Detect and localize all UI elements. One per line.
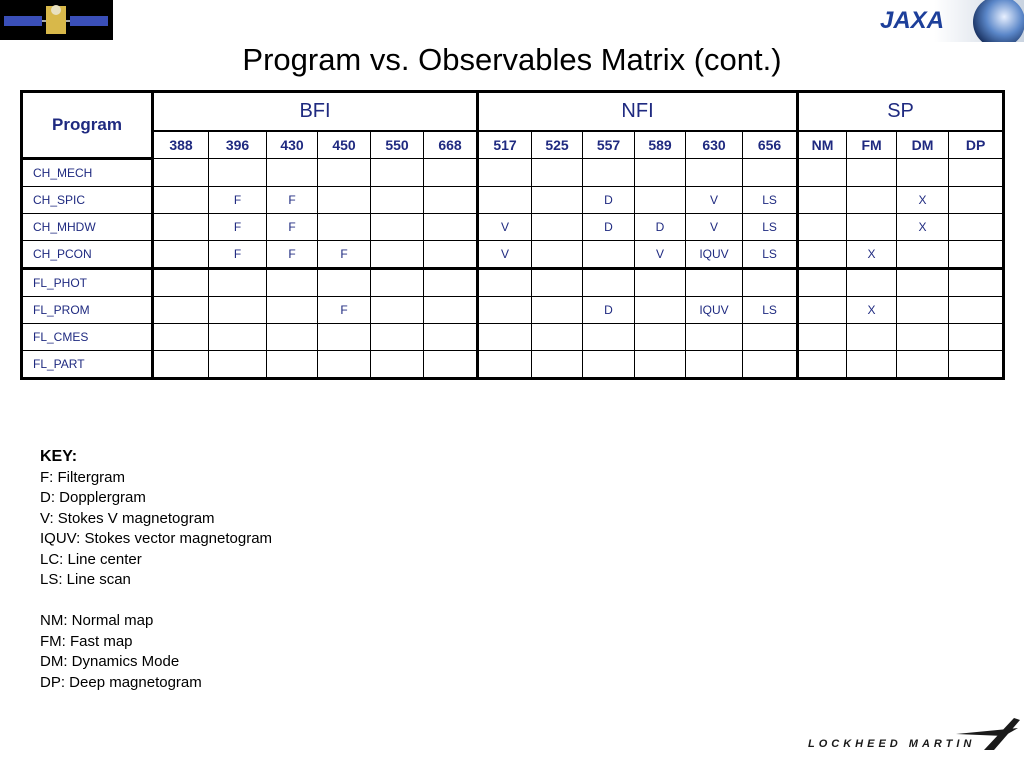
matrix-cell bbox=[371, 159, 424, 187]
matrix-cell bbox=[743, 324, 798, 351]
program-name: FL_PHOT bbox=[22, 269, 153, 297]
matrix-cell bbox=[153, 324, 209, 351]
matrix-cell: F bbox=[267, 214, 318, 241]
matrix-cell bbox=[635, 187, 686, 214]
matrix-cell bbox=[532, 269, 583, 297]
matrix-cell bbox=[478, 351, 532, 379]
table-row bbox=[22, 159, 1004, 187]
matrix-cell: F bbox=[267, 187, 318, 214]
program-name: FL_PROM bbox=[22, 297, 153, 324]
program-name: CH_PCON bbox=[22, 241, 153, 269]
column-header: 589 bbox=[635, 131, 686, 159]
matrix-cell bbox=[478, 269, 532, 297]
key-line: DP: Deep magnetogram bbox=[40, 673, 202, 691]
matrix-cell: LS bbox=[743, 214, 798, 241]
column-header: FM bbox=[847, 131, 897, 159]
matrix-cell: X bbox=[847, 241, 897, 269]
matrix-cell bbox=[532, 351, 583, 379]
matrix-cell bbox=[209, 351, 267, 379]
matrix-cell: F bbox=[209, 187, 267, 214]
matrix-cell bbox=[209, 269, 267, 297]
program-name: FL_PART bbox=[22, 351, 153, 379]
table-row bbox=[22, 324, 1004, 351]
matrix-cell: LS bbox=[743, 187, 798, 214]
matrix-cell bbox=[798, 159, 847, 187]
matrix-cell bbox=[424, 241, 478, 269]
matrix-cell bbox=[686, 351, 743, 379]
matrix-cell bbox=[798, 187, 847, 214]
matrix-cell: X bbox=[897, 187, 949, 214]
program-observables-matrix bbox=[20, 90, 1005, 380]
matrix-cell bbox=[743, 351, 798, 379]
matrix-cell bbox=[847, 214, 897, 241]
matrix-cell: D bbox=[583, 187, 635, 214]
program-header: Program bbox=[22, 92, 153, 159]
matrix-cell: IQUV bbox=[686, 297, 743, 324]
column-header: 630 bbox=[686, 131, 743, 159]
matrix-cell bbox=[583, 269, 635, 297]
matrix-cell bbox=[209, 324, 267, 351]
matrix-cell bbox=[949, 269, 1004, 297]
column-header: 450 bbox=[318, 131, 371, 159]
matrix-cell bbox=[424, 324, 478, 351]
matrix-cell bbox=[583, 351, 635, 379]
matrix-cell: IQUV bbox=[686, 241, 743, 269]
matrix-cell bbox=[743, 269, 798, 297]
matrix-cell: D bbox=[583, 214, 635, 241]
page-title: Program vs. Observables Matrix (cont.) bbox=[242, 42, 782, 77]
matrix-cell bbox=[847, 187, 897, 214]
matrix-cell bbox=[949, 324, 1004, 351]
matrix-cell bbox=[583, 241, 635, 269]
matrix-cell bbox=[686, 269, 743, 297]
matrix-cell bbox=[424, 214, 478, 241]
key-line: NM: Normal map bbox=[40, 612, 154, 629]
matrix-cell bbox=[686, 159, 743, 187]
key-line: LC: Line center bbox=[40, 550, 142, 568]
matrix-cell bbox=[897, 241, 949, 269]
matrix-cell bbox=[424, 351, 478, 379]
table-row bbox=[22, 297, 1004, 324]
matrix-cell bbox=[897, 269, 949, 297]
matrix-cell: D bbox=[635, 214, 686, 241]
key-line: IQUV: Stokes vector magnetogram bbox=[40, 530, 273, 547]
program-name: CH_SPIC bbox=[22, 187, 153, 214]
matrix-cell bbox=[897, 297, 949, 324]
matrix-cell bbox=[371, 297, 424, 324]
column-header: 557 bbox=[583, 131, 635, 159]
matrix-body bbox=[22, 159, 1004, 379]
matrix-cell bbox=[267, 351, 318, 379]
matrix-cell: LS bbox=[743, 297, 798, 324]
matrix-cell bbox=[583, 324, 635, 351]
matrix-cell bbox=[798, 269, 847, 297]
matrix-cell bbox=[424, 297, 478, 324]
key-line: DM: Dynamics Mode bbox=[40, 653, 180, 670]
program-name: FL_CMES bbox=[22, 324, 153, 351]
matrix-cell bbox=[267, 297, 318, 324]
matrix-cell bbox=[267, 159, 318, 187]
matrix-cell bbox=[635, 351, 686, 379]
matrix-cell bbox=[798, 241, 847, 269]
matrix-cell bbox=[686, 324, 743, 351]
lockheed-martin-logo bbox=[806, 716, 1024, 760]
matrix-cell bbox=[153, 214, 209, 241]
matrix-cell bbox=[847, 269, 897, 297]
column-header: 525 bbox=[532, 131, 583, 159]
matrix-cell bbox=[153, 241, 209, 269]
matrix-cell bbox=[478, 297, 532, 324]
matrix-cell: F bbox=[209, 241, 267, 269]
column-header: DM bbox=[897, 131, 949, 159]
matrix-cell bbox=[318, 324, 371, 351]
key-line: D: Dopplergram bbox=[40, 489, 146, 506]
matrix-cell bbox=[153, 351, 209, 379]
matrix-cell bbox=[949, 351, 1004, 379]
matrix-cell bbox=[153, 269, 209, 297]
matrix-cell: V bbox=[635, 241, 686, 269]
matrix-cell: X bbox=[847, 297, 897, 324]
matrix-cell bbox=[318, 187, 371, 214]
matrix-cell bbox=[153, 297, 209, 324]
matrix-cell bbox=[424, 187, 478, 214]
matrix-cell bbox=[153, 187, 209, 214]
matrix-cell bbox=[153, 159, 209, 187]
matrix-cell bbox=[478, 159, 532, 187]
matrix-cell bbox=[949, 241, 1004, 269]
program-name: CH_MHDW bbox=[22, 214, 153, 241]
column-header: DP bbox=[949, 131, 1004, 159]
matrix-cell bbox=[949, 214, 1004, 241]
matrix-cell: V bbox=[686, 187, 743, 214]
matrix-cell bbox=[949, 297, 1004, 324]
matrix-cell: F bbox=[209, 214, 267, 241]
group-header-sp: SP bbox=[798, 92, 1004, 132]
matrix-cell: V bbox=[686, 214, 743, 241]
matrix-cell bbox=[532, 324, 583, 351]
matrix-cell bbox=[532, 241, 583, 269]
column-header: 668 bbox=[424, 131, 478, 159]
table-row bbox=[22, 214, 1004, 241]
table-row bbox=[22, 241, 1004, 269]
key-line: LS: Line scan bbox=[40, 571, 131, 588]
matrix-cell bbox=[478, 324, 532, 351]
matrix-cell bbox=[532, 297, 583, 324]
key-line: FM: Fast map bbox=[40, 632, 133, 650]
key-legend bbox=[40, 447, 272, 693]
matrix-cell: F bbox=[267, 241, 318, 269]
matrix-cell bbox=[583, 159, 635, 187]
matrix-cell bbox=[371, 269, 424, 297]
column-header: 517 bbox=[478, 131, 532, 159]
matrix-cell bbox=[635, 324, 686, 351]
matrix-cell bbox=[209, 297, 267, 324]
matrix-cell bbox=[424, 269, 478, 297]
matrix-cell: V bbox=[478, 214, 532, 241]
matrix-cell bbox=[798, 324, 847, 351]
matrix-cell bbox=[897, 159, 949, 187]
matrix-cell bbox=[635, 269, 686, 297]
key-line: V: Stokes V magnetogram bbox=[40, 509, 215, 527]
matrix-cell bbox=[635, 297, 686, 324]
lockheed-martin-text: LOCKHEED MARTIN bbox=[808, 738, 976, 750]
matrix-cell bbox=[532, 187, 583, 214]
matrix-cell bbox=[949, 187, 1004, 214]
table-row bbox=[22, 269, 1004, 297]
matrix-cell bbox=[478, 187, 532, 214]
matrix-cell bbox=[847, 159, 897, 187]
key-heading: KEY: bbox=[40, 448, 78, 465]
key-line: F: Filtergram bbox=[40, 468, 126, 486]
jaxa-logo bbox=[874, 0, 1024, 42]
satellite-logo bbox=[0, 0, 113, 40]
matrix-cell bbox=[318, 269, 371, 297]
matrix-cell bbox=[635, 159, 686, 187]
matrix-cell bbox=[267, 324, 318, 351]
matrix-cell bbox=[318, 214, 371, 241]
matrix-cell bbox=[897, 351, 949, 379]
column-header: 430 bbox=[267, 131, 318, 159]
matrix-cell bbox=[743, 159, 798, 187]
program-name: CH_MECH bbox=[22, 159, 153, 187]
matrix-cell bbox=[371, 241, 424, 269]
matrix-cell bbox=[267, 269, 318, 297]
matrix-cell bbox=[949, 159, 1004, 187]
matrix-cell bbox=[798, 351, 847, 379]
matrix-cell bbox=[371, 214, 424, 241]
table-row bbox=[22, 351, 1004, 379]
column-header: 396 bbox=[209, 131, 267, 159]
column-header: 550 bbox=[371, 131, 424, 159]
matrix-cell bbox=[532, 214, 583, 241]
group-header-bfi: BFI bbox=[153, 92, 478, 132]
matrix-cell bbox=[209, 159, 267, 187]
matrix-cell bbox=[847, 324, 897, 351]
matrix-cell bbox=[371, 351, 424, 379]
matrix-cell bbox=[897, 324, 949, 351]
matrix-cell bbox=[424, 159, 478, 187]
matrix-cell bbox=[798, 214, 847, 241]
matrix-cell: D bbox=[583, 297, 635, 324]
jaxa-logo-text: JAXA bbox=[880, 7, 945, 34]
matrix-cell bbox=[318, 159, 371, 187]
matrix-cell bbox=[371, 324, 424, 351]
key-spacer bbox=[40, 591, 272, 612]
table-row bbox=[22, 187, 1004, 214]
column-header: NM bbox=[798, 131, 847, 159]
matrix-cell bbox=[798, 297, 847, 324]
group-header-nfi: NFI bbox=[478, 92, 798, 132]
matrix-cell bbox=[318, 351, 371, 379]
column-header: 388 bbox=[153, 131, 209, 159]
matrix-cell: X bbox=[897, 214, 949, 241]
satellite-icon bbox=[0, 0, 113, 40]
matrix-cell bbox=[847, 351, 897, 379]
matrix-cell bbox=[532, 159, 583, 187]
matrix-cell bbox=[371, 187, 424, 214]
matrix-cell: LS bbox=[743, 241, 798, 269]
column-header: 656 bbox=[743, 131, 798, 159]
matrix-cell: F bbox=[318, 241, 371, 269]
matrix-cell: F bbox=[318, 297, 371, 324]
matrix-cell: V bbox=[478, 241, 532, 269]
